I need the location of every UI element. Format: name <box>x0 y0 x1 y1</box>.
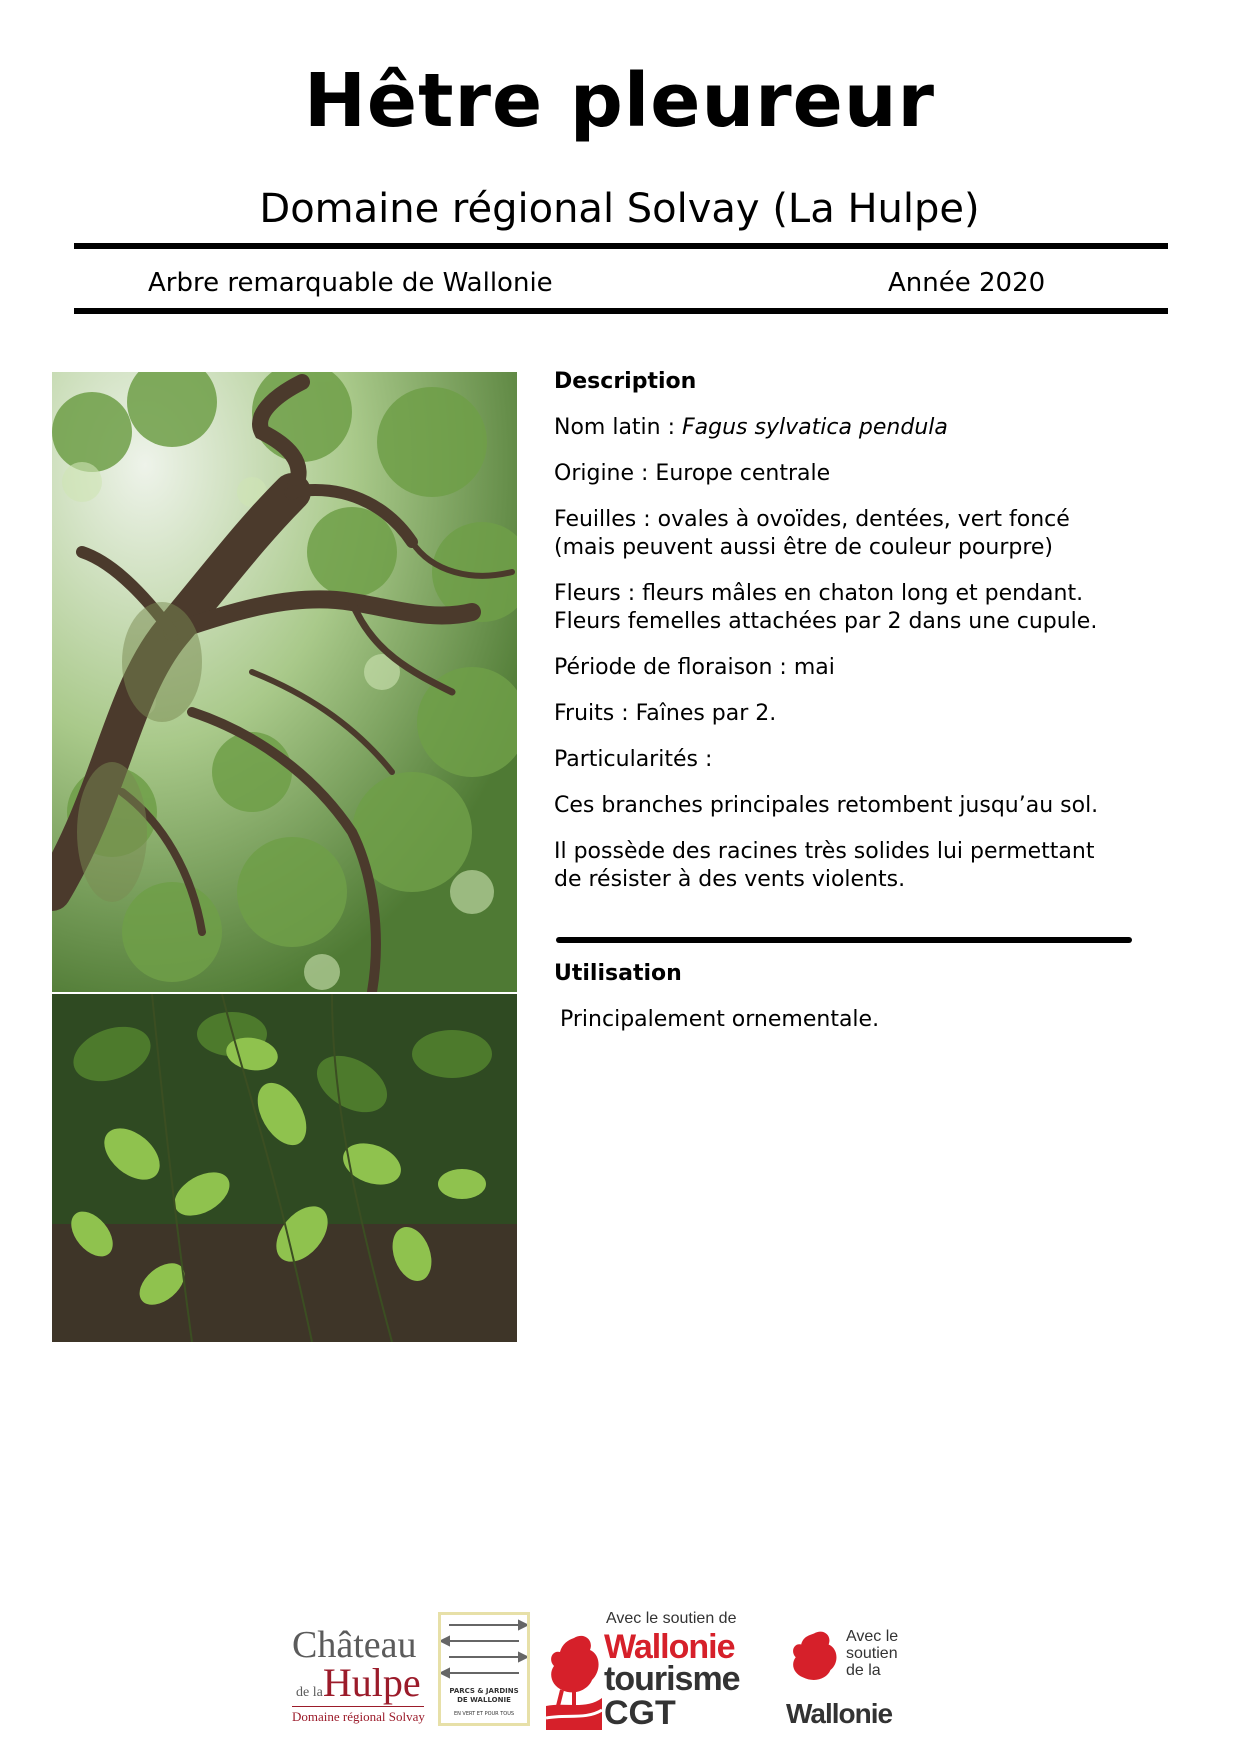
logo-chateau-l3: Domaine régional Solvay <box>292 1706 424 1725</box>
logo-w-s1: Avec le soutien de la <box>846 1628 899 1679</box>
utilisation-text: Principalement ornementale. <box>560 1007 880 1032</box>
fleurs-line: Fleurs : fleurs mâles en chaton long et pendant. Fleurs femelles attachées par 2 dans une cupule. <box>554 581 1098 634</box>
logo-wt-s3: tourisme <box>604 1660 740 1698</box>
label-annee: Année 2020 <box>888 268 1046 298</box>
utilisation-heading: Utilisation <box>554 961 682 986</box>
header-rule-bottom <box>74 308 1168 314</box>
logo-chateau-l2b: Hulpe <box>322 1660 421 1705</box>
sponsor-logos <box>0 1608 1239 1732</box>
label-arbre-remarquable: Arbre remarquable de Wallonie <box>148 268 553 298</box>
logo-wt-s1: Avec le soutien de <box>606 1610 737 1627</box>
logo-w-s2: Wallonie <box>786 1698 893 1729</box>
latin-name: Fagus sylvatica pendula <box>682 415 948 440</box>
photo-leaves <box>52 994 517 1342</box>
feuilles-line: Feuilles : ovales à ovoïdes, dentées, vert foncé (mais peuvent aussi être de couleur pourpre) <box>554 507 1070 560</box>
page-subtitle: Domaine régional Solvay (La Hulpe) <box>259 186 980 232</box>
logo-chateau-l2-row <box>292 1660 424 1705</box>
logo-chateau-hulpe <box>292 1626 424 1725</box>
latin-name-line <box>554 414 1174 442</box>
section-divider <box>556 937 1132 943</box>
header-rule-top <box>74 243 1168 249</box>
logo-parcs-jardins <box>438 1612 530 1726</box>
particularites-line: Particularités : <box>554 747 713 772</box>
photo-tree-canopy <box>52 372 517 992</box>
utilisation-section <box>554 960 1174 1050</box>
latin-prefix: Nom latin : <box>554 415 683 440</box>
cgt-swoosh-icon <box>546 1694 602 1730</box>
logo-chateau-l2: de la <box>296 1685 323 1700</box>
logo-wallonie-tourisme <box>544 1610 744 1730</box>
logo-parcs-l3: EN VERT ET POUR TOUS <box>453 1711 515 1717</box>
fruits-line: Fruits : Faînes par 2. <box>554 701 777 726</box>
particularite-1: Ces branches principales retombent jusqu’au sol. <box>554 793 1099 818</box>
page-title: Hêtre pleureur <box>303 58 935 144</box>
logo-chateau-l1: Château <box>292 1624 417 1666</box>
floraison-line: Période de floraison : mai <box>554 655 835 680</box>
logo-wallonie <box>786 1628 916 1728</box>
arrows-icon <box>441 1615 527 1681</box>
origine-line: Origine : Europe centrale <box>554 461 831 486</box>
logo-parcs-l2: DE WALLONIE <box>457 1696 511 1704</box>
logo-wt-s4: CGT <box>604 1694 676 1732</box>
description-section <box>554 368 1174 908</box>
rooster-icon <box>786 1628 842 1692</box>
logo-parcs-text <box>441 1687 527 1705</box>
description-heading: Description <box>554 369 697 394</box>
logo-wt-s2: Wallonie <box>604 1628 735 1666</box>
logo-parcs-l1: PARCS & JARDINS <box>449 1687 519 1695</box>
particularite-2: Il possède des racines très solides lui permettant de résister à des vents violents. <box>554 839 1095 892</box>
